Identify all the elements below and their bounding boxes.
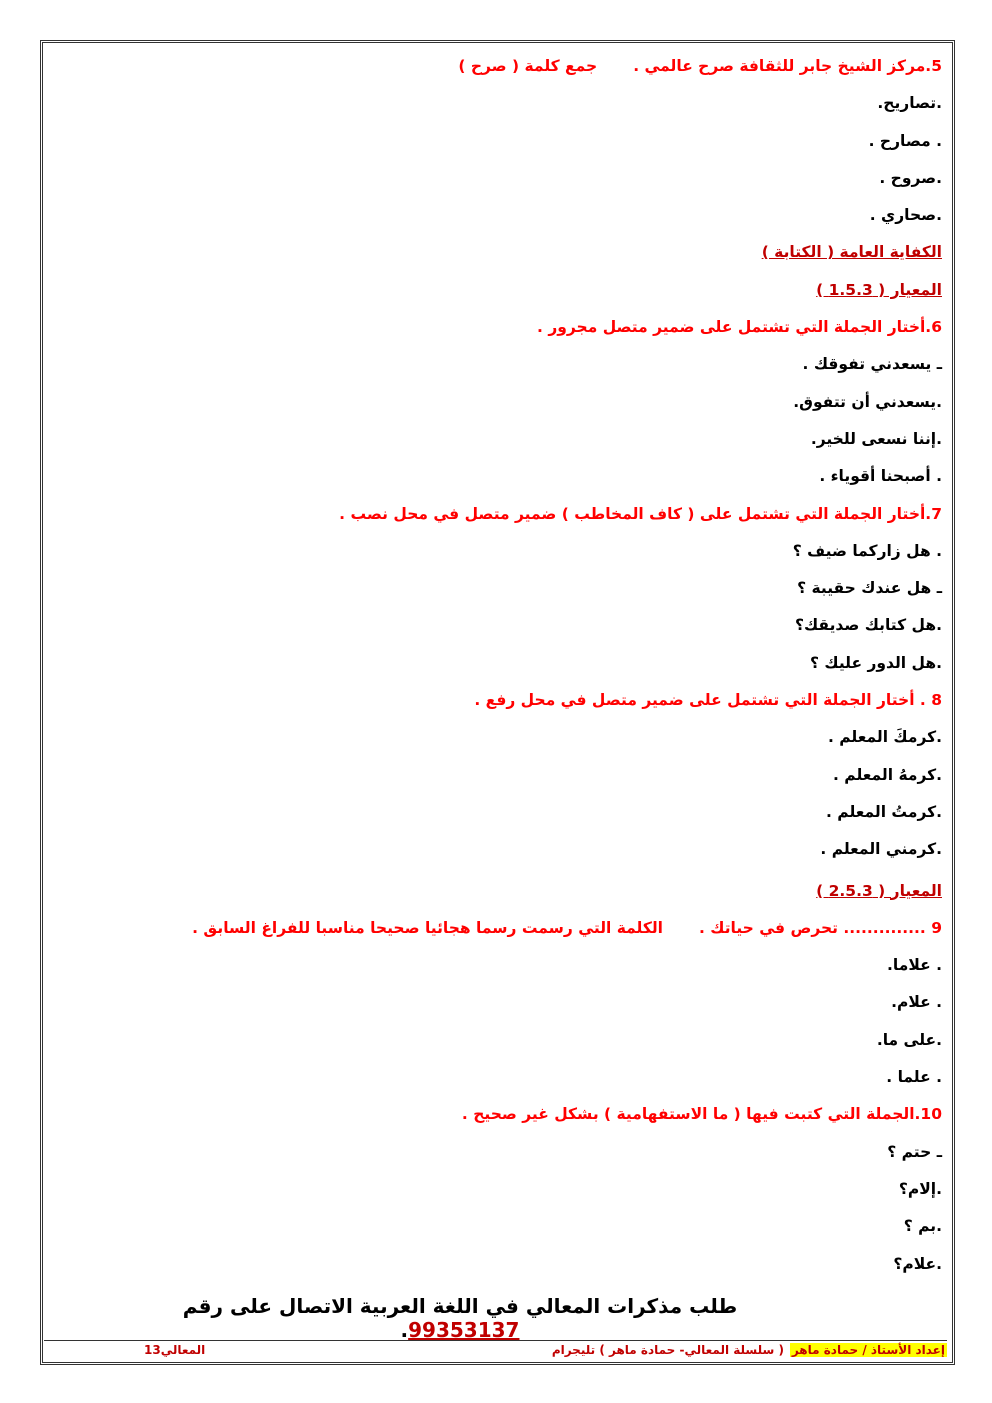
question-5	[44, 48, 946, 85]
option-8-1[interactable]: .كرمكَ المعلم .	[827, 728, 942, 747]
option-5-3[interactable]: .صروح .	[879, 168, 942, 187]
option-6-1[interactable]: ـ يسعدني تفوقك .	[802, 355, 942, 374]
question-9-instruction: الكلمة التي رسمت رسما هجائيا صحيحا مناسبا للفراغ السابق .	[192, 918, 663, 937]
question-8: 8 . أختار الجملة التي تشتمل على ضمير متصل في محل رفع .	[474, 691, 942, 710]
option-6-3[interactable]: .إننا نسعى للخير.	[810, 429, 942, 448]
option-10-1[interactable]: ـ حتم ؟	[887, 1142, 942, 1161]
option-8-4[interactable]: .كرمني المعلم .	[820, 840, 942, 859]
question-5-text: 5.مركز الشيخ جابر للثقافة صرح عالمي .	[633, 57, 942, 75]
footer-series: ( سلسلة المعالي- حمادة ماهر ) تليجرام	[551, 1343, 784, 1357]
section-heading-text: الكفاية العامة ( الكتابة )	[761, 243, 942, 262]
section-heading	[44, 234, 946, 271]
option-6-2[interactable]: .يسعدني أن تتفوق.	[793, 392, 942, 411]
question-6: 6.أختار الجملة التي تشتمل على ضمير متصل مجرور .	[537, 318, 942, 337]
option-10-3[interactable]: .بم ؟	[903, 1217, 942, 1236]
question-9-text: 9 .............. تحرص في حياتك .	[699, 918, 942, 937]
option-7-3[interactable]: .هل كتابك صديقك؟	[794, 616, 942, 635]
footer	[44, 1343, 947, 1359]
option-9-4[interactable]: . علما .	[886, 1068, 942, 1087]
option-5-1[interactable]: .تصاريح.	[877, 94, 942, 113]
option-9-1[interactable]: . علاما.	[887, 956, 942, 975]
standard-1-text: المعيار ( 1.5.3 )	[816, 280, 942, 299]
option-8-2[interactable]: .كرمهُ المعلم .	[833, 765, 942, 784]
option-10-4[interactable]: .علام؟	[893, 1254, 942, 1273]
option-10-2[interactable]: .إلام؟	[898, 1179, 942, 1198]
standard-heading-2	[44, 869, 946, 910]
option-8-3[interactable]: .كرمتُ المعلم .	[826, 802, 942, 821]
option-5-4[interactable]: .صحاري .	[869, 206, 942, 225]
option-6-4[interactable]: . أصبحنا أقوياء .	[819, 467, 942, 486]
worksheet	[44, 48, 946, 1283]
promo-text: طلب مذكرات المعالي في اللغة العربية الاتصال على رقم	[182, 1294, 738, 1318]
option-9-2[interactable]: . علام.	[891, 993, 942, 1012]
question-9	[44, 910, 946, 947]
option-7-2[interactable]: ـ هل عندك حقيبة ؟	[797, 579, 942, 598]
standard-heading-1	[44, 272, 946, 309]
option-5-2[interactable]: . مصارح .	[868, 131, 942, 150]
option-9-3[interactable]: .على ما.	[876, 1030, 942, 1049]
footer-divider	[44, 1340, 947, 1341]
option-7-1[interactable]: . هل زاركما ضيف ؟	[792, 541, 942, 560]
standard-2-text: المعيار ( 2.5.3 )	[816, 881, 942, 900]
question-7: 7.أختار الجملة التي تشتمل على ( كاف المخاطب ) ضمير متصل في محل نصب .	[339, 504, 942, 523]
footer-brand: المعالي13	[144, 1343, 206, 1357]
promo-end: .	[400, 1318, 409, 1342]
footer-author: إعداد الأستاذ / حمادة ماهر	[791, 1343, 945, 1357]
promo-banner	[150, 1294, 770, 1342]
question-10: 10.الجملة التي كتبت فيها ( ما الاستفهامية ) بشكل غير صحيح .	[461, 1105, 942, 1124]
option-7-4[interactable]: .هل الدور عليك ؟	[810, 653, 942, 672]
question-5-instruction: جمع كلمة ( صرح )	[458, 57, 598, 75]
promo-phone[interactable]: 99353137	[408, 1318, 520, 1342]
